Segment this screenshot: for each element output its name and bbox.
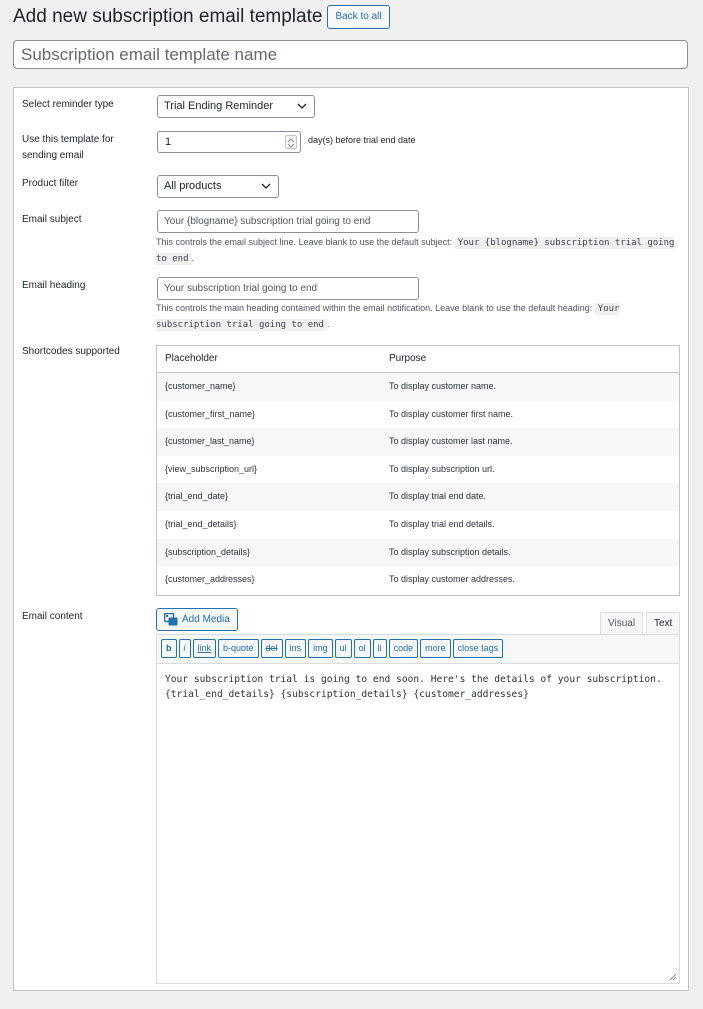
table-row [157, 401, 679, 429]
ins-button[interactable]: ins [285, 639, 307, 658]
email-subject-label: Email subject [22, 214, 82, 225]
reminder-type-value: Trial Ending Reminder [164, 100, 274, 112]
purpose-cell: To display trial end details. [389, 518, 495, 529]
tab-visual[interactable]: Visual [600, 612, 643, 634]
email-heading-description [156, 301, 676, 333]
product-filter-label: Product filter [22, 178, 79, 189]
purpose-cell: To display customer first name. [389, 408, 514, 419]
table-row [157, 483, 679, 511]
email-heading-input[interactable] [157, 277, 419, 300]
italic-button[interactable]: i [179, 639, 191, 658]
placeholder-column-header: Placeholder [165, 353, 218, 364]
placeholder-cell: {customer_addresses} [165, 574, 255, 585]
chevron-down-icon [261, 183, 271, 190]
email-content-editor [156, 634, 680, 984]
reminder-type-select[interactable] [157, 95, 315, 118]
email-subject-description-end: . [191, 253, 195, 263]
purpose-cell: To display subscription details. [389, 546, 511, 557]
placeholder-cell: {trial_end_details} [165, 518, 237, 529]
purpose-cell: To display trial end date. [389, 491, 487, 502]
page-title: Add new subscription email template [13, 6, 323, 27]
purpose-cell: To display customer addresses. [389, 574, 516, 585]
purpose-cell: To display customer last name. [389, 436, 513, 447]
resize-handle-icon[interactable] [669, 973, 677, 981]
placeholder-cell: {customer_name} [165, 381, 236, 391]
shortcodes-table-header [157, 346, 679, 373]
purpose-column-header: Purpose [389, 353, 427, 364]
email-heading-label: Email heading [22, 280, 86, 291]
table-row [157, 566, 679, 594]
ol-button[interactable]: ol [354, 639, 371, 658]
product-filter-value: All products [164, 180, 222, 192]
table-row [157, 539, 679, 567]
link-button[interactable]: link [193, 639, 217, 658]
purpose-cell: To display customer name. [389, 381, 497, 391]
number-spinner[interactable] [285, 135, 297, 149]
email-content-label: Email content [22, 611, 83, 622]
email-subject-default-code: Your {blogname} subscription trial going to end [156, 238, 675, 264]
placeholder-cell: {customer_first_name} [165, 408, 256, 419]
purpose-cell: To display subscription url. [389, 463, 495, 474]
days-suffix: day(s) before trial end date [308, 135, 416, 145]
add-media-button[interactable] [156, 608, 238, 631]
table-row [157, 511, 679, 539]
bold-button[interactable]: b [161, 639, 177, 658]
email-heading-default-code: Your subscription trial going to end [156, 304, 620, 330]
email-subject-input[interactable] [157, 210, 419, 233]
img-button[interactable]: img [308, 639, 333, 658]
placeholder-cell: {view_subscription_url} [165, 463, 258, 474]
table-row [157, 428, 679, 456]
email-content-textarea[interactable]: Your subscription trial is going to end soon. Here's the details of your subscription. {trial_end_details} {subscription_details} {customer_addresses} [165, 674, 668, 700]
table-row [157, 456, 679, 484]
template-settings-panel [13, 87, 689, 991]
email-heading-description-text: This controls the main heading contained within the email notification. Leave blank to use the default heading: [156, 303, 593, 313]
back-to-all-button[interactable]: Back to all [327, 5, 389, 29]
reminder-type-label: Select reminder type [22, 99, 114, 110]
shortcodes-label: Shortcodes supported [22, 346, 120, 357]
email-subject-description [156, 235, 676, 267]
ul-button[interactable]: ul [335, 639, 352, 658]
del-button[interactable]: del [261, 639, 283, 658]
shortcodes-table [156, 345, 680, 596]
table-row [157, 373, 679, 401]
tab-text[interactable]: Text [646, 612, 680, 634]
quicktags-toolbar [157, 635, 679, 664]
days-number-value: 1 [165, 136, 172, 148]
placeholder-cell: {subscription_details} [165, 546, 251, 557]
code-button[interactable]: code [389, 639, 419, 658]
spinner-arrows-icon [286, 137, 296, 149]
more-button[interactable]: more [420, 639, 451, 658]
email-subject-description-text: This controls the email subject line. Leave blank to use the default subject: [156, 237, 453, 247]
days-number-input[interactable] [157, 131, 301, 153]
template-name-input[interactable] [13, 40, 688, 69]
add-media-label: Add Media [182, 614, 230, 625]
product-filter-select[interactable] [157, 175, 279, 198]
placeholder-cell: {customer_last_name} [165, 436, 255, 447]
placeholder-cell: {trial_end_date} [165, 491, 229, 502]
blockquote-button[interactable]: b-quote [218, 639, 259, 658]
template-timing-label: Use this template for sending email [22, 134, 114, 161]
title-row [13, 5, 390, 29]
close-tags-button[interactable]: close tags [453, 639, 504, 658]
shortcodes-table-body [157, 373, 679, 594]
media-icon [164, 613, 178, 626]
chevron-down-icon [297, 103, 307, 110]
li-button[interactable]: li [373, 639, 387, 658]
email-heading-description-end: . [326, 319, 330, 329]
